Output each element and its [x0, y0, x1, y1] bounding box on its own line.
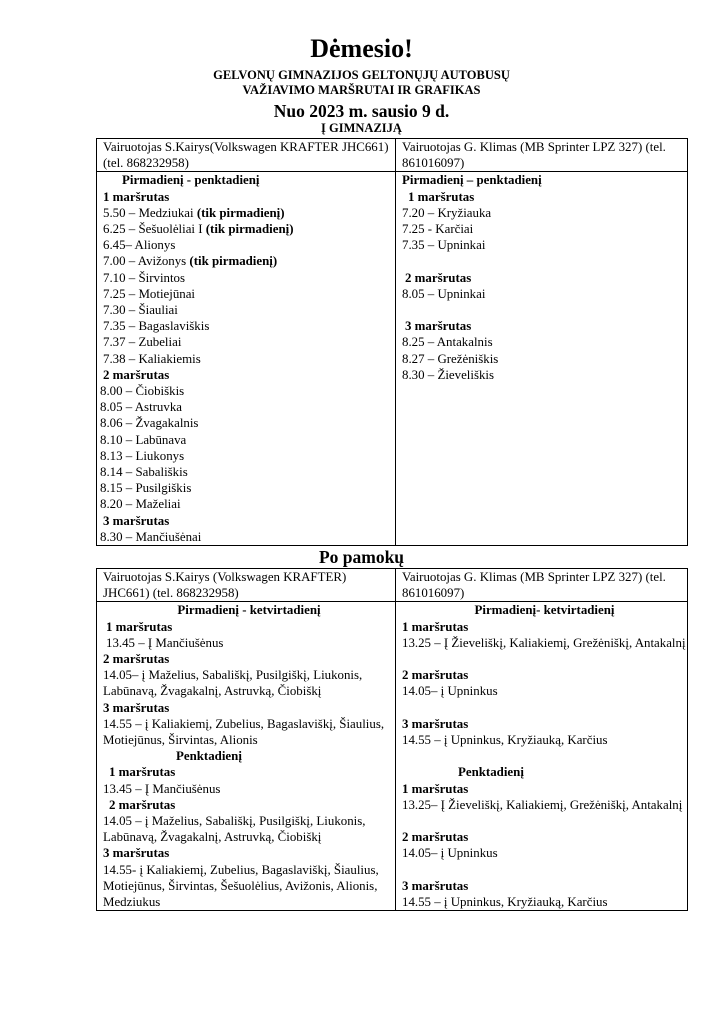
stop-line: 7.37 – Zubeliai	[103, 335, 182, 350]
stop-line: 8.20 – Maželiai	[100, 497, 181, 512]
stop-line: 8.25 – Antakalnis	[402, 335, 493, 350]
route-title: 1 maršrutas	[402, 619, 469, 634]
stop-line: 6.45– Alionys	[103, 238, 176, 253]
route-title: 3 maršrutas	[103, 513, 170, 528]
stop-line: 8.30 – Mančiušėnai	[100, 529, 202, 544]
route-title: 2 maršrutas	[402, 830, 469, 845]
schedule-table-to-school	[96, 138, 688, 546]
route-stops: 14.55 – į Kaliakiemį, Zubelius, Bagaslaviškį, Šiaulius, Motiejūnus, Širvintas, Alionis	[103, 716, 385, 748]
schedule-cell-left	[97, 172, 396, 546]
stop-line: 8.15 – Pusilgiškis	[100, 481, 192, 496]
route-title: 3 maršrutas	[405, 319, 472, 334]
spacer	[402, 302, 687, 318]
route-stops: 14.55 – į Upninkus, Kryžiauką, Karčius	[402, 733, 608, 747]
days-label: Penktadienį	[458, 765, 524, 780]
route-title: 2 maršrutas	[103, 652, 170, 667]
schedule-cell-right	[396, 172, 688, 546]
stop-note: (tik pirmadienį)	[205, 222, 294, 237]
days-label: Pirmadienį – penktadienį	[402, 173, 542, 188]
route-title: 1 maršrutas	[109, 765, 176, 780]
stop-note: (tik pirmadienį)	[189, 254, 278, 269]
route-stops: 13.25– Į Žieveliškį, Kaliakiemį, Grežėniškį, Antakalnį	[402, 797, 683, 812]
stop-line: 7.20 – Kryžiauka	[402, 205, 492, 220]
stop-time: 5.50 – Medziukai	[103, 205, 197, 220]
stop-line: 8.05 – Astruvka	[100, 400, 182, 415]
route-stops: 13.45 – Į Mančiušėnus	[103, 781, 221, 796]
driver-header-left: Vairuotojas S.Kairys(Volkswagen KRAFTER JHC661) (tel. 868232958)	[97, 139, 396, 172]
stop-line: 8.00 – Čiobiškis	[100, 384, 185, 399]
table-body-row	[97, 172, 688, 546]
stop-line: 7.35 – Upninkai	[402, 238, 486, 253]
spacer	[402, 253, 687, 269]
route-stops: 14.55 – į Upninkus, Kryžiauką, Karčius	[402, 894, 608, 909]
table-body-row	[97, 602, 688, 911]
stop-line: 7.35 – Bagaslaviškis	[103, 319, 210, 334]
stop-line: 7.10 – Širvintos	[103, 270, 186, 285]
schedule-cell-right	[396, 602, 688, 911]
schedule-cell-left	[97, 602, 396, 911]
spacer	[402, 748, 687, 764]
driver-header-right: Vairuotojas G. Klimas (MB Sprinter LPZ 327) (tel. 861016097)	[396, 139, 688, 172]
route-stops: 14.05– į Upninkus	[402, 684, 498, 699]
stop-time: 6.25 – Šešuolėliai I	[103, 222, 206, 237]
route-title: 1 maršrutas	[106, 619, 173, 634]
section-heading-to-school: Į GIMNAZIJĄ	[321, 121, 402, 135]
route-title: 1 maršrutas	[402, 781, 469, 796]
stop-line: 8.13 – Liukonys	[100, 448, 185, 463]
subtitle-line-2: VAŽIAVIMO MARŠRUTAI IR GRAFIKAS	[242, 83, 481, 97]
stop-note: (tik pirmadienį)	[196, 205, 285, 220]
stop-line: 8.14 – Sabališkis	[100, 465, 188, 480]
route-stops: 14.05– į Maželius, Sabališkį, Pusilgiškį, Liukonis, Labūnavą, Žvagakalnį, Astruvką, Čiobiškį	[103, 668, 363, 699]
days-label: Penktadienį	[176, 749, 242, 764]
spacer	[402, 862, 687, 878]
page-title: Dėmesio!	[310, 34, 413, 63]
route-title: 3 maršrutas	[402, 878, 469, 893]
stop-line: 8.05 – Upninkai	[402, 286, 486, 301]
route-stops: 14.55- į Kaliakiemį, Zubelius, Bagaslaviškį, Šiaulius, Motiejūnus, Širvintas, Šešuolėlius, Avižonis, Alionis, Medziukus	[103, 862, 379, 910]
stop-line: 7.38 – Kaliakiemis	[103, 351, 201, 366]
section-heading-after-classes: Po pamokų	[318, 547, 405, 567]
spacer	[402, 651, 687, 667]
stop-line: 8.10 – Labūnava	[100, 432, 187, 447]
spacer	[402, 813, 687, 829]
stop-line: 7.25 - Karčiai	[402, 222, 474, 237]
table-header-row	[97, 139, 688, 172]
route-title: 1 maršrutas	[103, 189, 170, 204]
route-stops: 14.05– į Upninkus	[402, 846, 498, 861]
driver-header-left: Vairuotojas S.Kairys (Volkswagen KRAFTER) JHC661) (tel. 868232958)	[97, 569, 396, 602]
stop-line: 8.06 – Žvagakalnis	[100, 416, 199, 431]
route-title: 2 maršrutas	[109, 797, 176, 812]
spacer	[402, 700, 687, 716]
route-stops: 13.25 – Į Žieveliškį, Kaliakiemį, Grežėniškį, Antakalnį	[402, 635, 686, 650]
stop-line	[103, 253, 395, 269]
stop-line: 8.27 – Grežėniškis	[402, 351, 499, 366]
route-title: 2 maršrutas	[402, 668, 469, 683]
stop-line: 7.30 – Šiauliai	[103, 303, 178, 318]
driver-header-right: Vairuotojas G. Klimas (MB Sprinter LPZ 327) (tel. 861016097)	[396, 569, 688, 602]
route-title: 3 maršrutas	[103, 700, 170, 715]
effective-date: Nuo 2023 m. sausio 9 d.	[273, 101, 450, 121]
schedule-table-after-classes	[96, 568, 688, 911]
stop-time: 7.00 – Avižonys	[103, 254, 190, 269]
route-stops: 13.45 – Į Mančiušėnus	[106, 635, 224, 650]
route-title: 2 maršrutas	[405, 270, 472, 285]
days-label: Pirmadienį - ketvirtadienį	[177, 603, 321, 618]
route-stops: 14.05 – į Maželius, Sabališkį, Pusilgiškį, Liukonis, Labūnavą, Žvagakalnį, Astruvką, Čiobiškį	[103, 814, 366, 845]
stop-line: 8.30 – Žieveliškis	[402, 367, 495, 382]
route-title: 2 maršrutas	[103, 367, 170, 382]
stop-line	[103, 221, 395, 237]
days-label: Pirmadienį- ketvirtadienį	[474, 603, 615, 618]
route-title: 1 maršrutas	[408, 189, 475, 204]
route-title: 3 maršrutas	[103, 846, 170, 861]
stop-line	[103, 205, 395, 221]
stop-line: 7.25 – Motiejūnai	[103, 286, 196, 301]
route-title: 3 maršrutas	[402, 716, 469, 731]
days-label: Pirmadienį - penktadienį	[122, 173, 260, 188]
subtitle-line-1: GELVONŲ GIMNAZIJOS GELTONŲJŲ AUTOBUSŲ	[213, 68, 510, 82]
table-header-row	[97, 569, 688, 602]
